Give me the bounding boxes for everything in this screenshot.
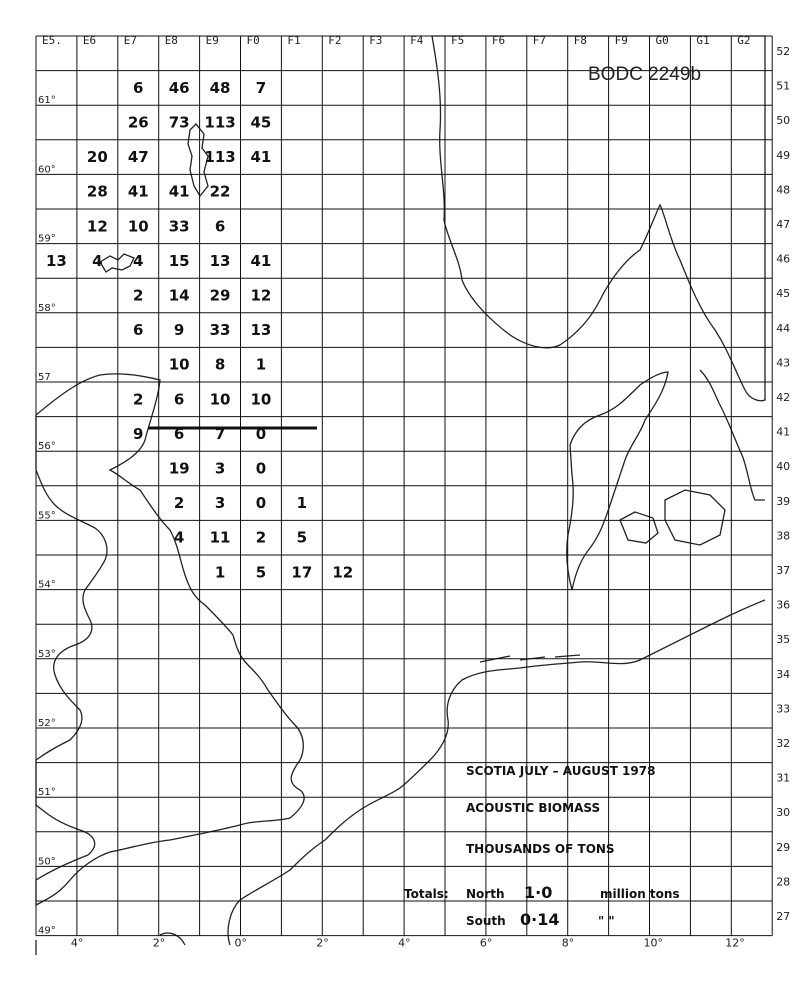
biomass-value: 0 (255, 424, 267, 443)
longitude-label: 10° (643, 936, 663, 950)
latitude-label: 50° (38, 856, 56, 868)
rectangle-row-label: 50 (776, 114, 791, 128)
legend-north-value: 1·0 (524, 883, 553, 902)
legend-units: THOUSANDS OF TONS (466, 842, 615, 856)
rectangle-row-label: 34 (776, 667, 791, 681)
biomass-value: 9 (173, 321, 185, 340)
biomass-value: 20 (86, 148, 108, 167)
biomass-value: 19 (168, 459, 190, 478)
column-label: F7 (532, 34, 547, 47)
latitude-labels (38, 95, 56, 936)
column-label: E7 (123, 34, 138, 47)
rectangle-row-label: 52 (776, 45, 791, 59)
biomass-value: 47 (127, 148, 149, 167)
biomass-value: 7 (214, 424, 226, 443)
longitude-label: 4° (70, 936, 84, 950)
biomass-value: 48 (209, 78, 231, 97)
column-label: E6 (82, 34, 97, 47)
column-label: F2 (328, 34, 342, 47)
rectangle-row-label: 38 (776, 529, 791, 543)
biomass-value: 2 (133, 390, 144, 409)
biomass-value: 113 (204, 113, 236, 132)
biomass-value: 8 (214, 355, 226, 374)
column-label: E5. (42, 34, 62, 47)
latitude-label: 52° (38, 718, 56, 729)
zealand-coast (665, 490, 725, 545)
column-label: F1 (287, 34, 301, 47)
legend-subtitle: ACOUSTIC BIOMASS (466, 801, 601, 815)
longitude-label: 0° (234, 936, 247, 950)
latitude-label: 53° (38, 648, 56, 660)
rectangle-row-label: 31 (776, 771, 791, 785)
biomass-value: 41 (168, 182, 190, 201)
biomass-value: 12 (86, 217, 108, 236)
biomass-value: 14 (168, 286, 190, 305)
rectangle-row-label: 27 (776, 910, 791, 924)
biomass-value: 2 (173, 494, 185, 513)
legend-south-label: South (466, 914, 506, 928)
column-label: F5 (451, 34, 465, 47)
latitude-label: 55° (38, 510, 56, 522)
rectangle-row-label: 36 (776, 598, 791, 612)
biomass-value: 6 (133, 321, 144, 340)
latitude-label: 54° (38, 579, 56, 591)
rectangle-row-label: 51 (776, 79, 791, 93)
column-label: G1 (696, 34, 710, 47)
rectangle-row-label: 49 (776, 148, 791, 162)
rectangle-row-label: 44 (776, 321, 791, 335)
biomass-value: 5 (255, 563, 267, 582)
longitude-label: 8° (561, 936, 575, 950)
latitude-label: 59° (38, 233, 56, 245)
latitude-label: 60° (38, 164, 56, 176)
rectangle-row-label: 28 (776, 875, 791, 889)
latitude-label: 61° (38, 95, 56, 107)
biomass-value: 6 (133, 78, 144, 97)
column-label: E8 (164, 34, 178, 47)
biomass-value: 3 (214, 459, 226, 478)
biomass-value: 12 (250, 286, 272, 305)
biomass-value: 10 (127, 217, 149, 236)
rectangle-row-label: 41 (776, 425, 791, 439)
biomass-value: 0 (255, 459, 267, 478)
legend-north-label: North (466, 887, 505, 901)
column-label: F6 (491, 34, 506, 47)
biomass-value: 41 (250, 148, 272, 167)
longitude-label: 6° (479, 936, 493, 950)
column-label: F0 (246, 34, 260, 47)
danish-islands-coast (620, 512, 658, 543)
biomass-value: 33 (168, 217, 190, 236)
latitude-label: 58° (38, 302, 56, 314)
column-label: F8 (573, 34, 587, 47)
biomass-value: 41 (127, 182, 149, 201)
longitude-label: 2° (152, 936, 166, 950)
biomass-value: 6 (214, 217, 226, 236)
biomass-value: 4 (133, 251, 144, 270)
biomass-value: 45 (250, 113, 272, 132)
latitude-label: 57 (38, 372, 51, 383)
biomass-value: 46 (168, 78, 190, 97)
biomass-value: 9 (133, 424, 144, 443)
biomass-value: 10 (209, 390, 231, 409)
biomass-value: 10 (250, 390, 272, 409)
sweden-coast (700, 370, 765, 500)
biomass-value: 2 (133, 286, 144, 305)
biomass-value: 0 (255, 494, 267, 513)
column-label: F9 (614, 34, 628, 47)
biomass-value: 6 (173, 390, 185, 409)
rectangle-row-label: 40 (776, 460, 791, 474)
biomass-value: 2 (255, 528, 267, 547)
longitude-labels (71, 937, 745, 950)
biomass-value: 33 (209, 321, 231, 340)
biomass-value: 6 (173, 424, 185, 443)
rectangle-row-label: 33 (776, 702, 791, 716)
coastlines (36, 36, 765, 955)
latitude-label: 56° (38, 441, 56, 453)
biomass-value: 113 (204, 148, 236, 167)
legend-totals-label: Totals: (404, 887, 449, 901)
column-label: F4 (410, 34, 424, 47)
column-label: E9 (205, 34, 219, 47)
norway-coast (432, 36, 765, 401)
biomass-value: 1 (214, 563, 226, 582)
rectangle-row-label: 37 (776, 564, 791, 578)
rectangle-row-label: 48 (776, 183, 791, 197)
longitude-label: 12° (725, 936, 745, 950)
biomass-value: 12 (332, 563, 354, 582)
biomass-value: 4 (92, 251, 103, 270)
rectangle-row-label: 46 (776, 252, 791, 266)
biomass-value: 1 (255, 355, 267, 374)
biomass-value: 10 (168, 355, 190, 374)
biomass-value: 3 (214, 494, 226, 513)
great-britain-coast (36, 374, 304, 905)
biomass-value: 13 (250, 321, 272, 340)
rectangle-row-label: 29 (776, 840, 791, 854)
latitude-label: 49° (38, 925, 56, 937)
biomass-value: 7 (255, 78, 267, 97)
column-label: G2 (737, 34, 751, 47)
rectangle-row-label: 43 (776, 356, 791, 370)
legend-north-unit: million tons (600, 887, 680, 901)
rectangle-row-label: 42 (776, 391, 791, 405)
biomass-value: 11 (209, 528, 231, 547)
biomass-value: 26 (127, 113, 149, 132)
reference-id: BODC 2249b (588, 64, 702, 85)
latitude-label: 51° (38, 787, 56, 799)
orkney-coast (100, 254, 134, 272)
rectangle-row-label: 45 (776, 287, 791, 301)
biomass-value: 22 (209, 182, 231, 201)
biomass-value: 13 (209, 251, 231, 270)
biomass-value: 28 (86, 182, 108, 201)
rectangle-row-label: 39 (776, 494, 791, 508)
rectangle-row-label: 35 (776, 633, 791, 647)
biomass-value: 15 (168, 251, 190, 270)
legend-south-value: 0·14 (520, 910, 560, 929)
grid (36, 36, 772, 936)
rectangle-row-label: 32 (776, 737, 791, 751)
column-label: F3 (369, 34, 383, 47)
biomass-value: 29 (209, 286, 231, 305)
biomass-value: 4 (173, 528, 185, 547)
column-label: G0 (655, 34, 669, 47)
legend-south-unit: " " (598, 914, 615, 928)
longitude-label: 4° (398, 936, 411, 950)
biomass-value: 73 (168, 113, 190, 132)
rectangle-row-label: 30 (776, 806, 791, 820)
denmark-coast (567, 372, 668, 590)
rectangle-row-label: 47 (776, 218, 791, 232)
biomass-value: 17 (291, 563, 313, 582)
biomass-value: 13 (46, 251, 67, 270)
biomass-value: 5 (296, 528, 308, 547)
longitude-label: 2° (316, 936, 329, 950)
biomass-value: 41 (250, 251, 272, 270)
biomass-value: 1 (296, 494, 308, 513)
row-labels (776, 45, 790, 923)
legend-title: SCOTIA JULY – AUGUST 1978 (466, 764, 656, 778)
